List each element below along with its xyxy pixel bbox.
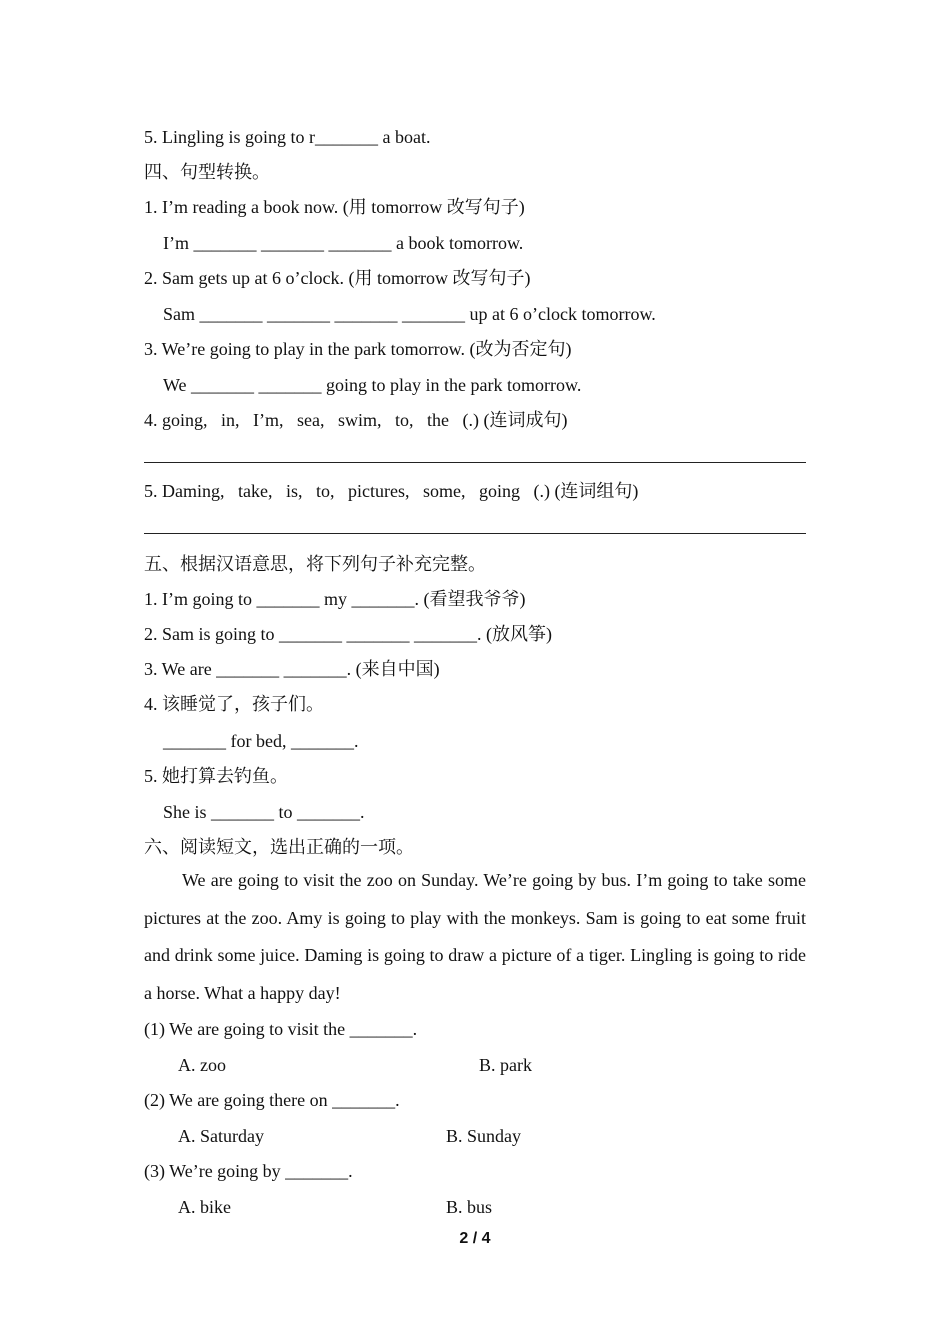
reading-question-1: (1) We are going to visit the _______. (144, 1019, 418, 1039)
reading-q2-option-b: B. Sunday (446, 1126, 522, 1146)
section5-question-2: 2. Sam is going to _______ _______ _______. (放风筝) (144, 624, 552, 644)
section4-q1-answer: I’m _______ _______ _______ a book tomorrow. (163, 233, 524, 253)
section5-q4-answer: _______ for bed, _______. (163, 731, 359, 751)
section4-q2-answer: Sam _______ _______ _______ _______ up at 6 o’clock tomorrow. (163, 304, 656, 324)
section5-question-3: 3. We are _______ _______. (来自中国) (144, 659, 440, 679)
section4-q5-answer-line (144, 533, 806, 534)
page-number: 2 / 4 (459, 1230, 491, 1247)
section4-q5-prompt: 5. Daming, take, is, to, pictures, some, going (.) (连词组句) (144, 481, 639, 501)
reading-q3-option-b: B. bus (446, 1197, 493, 1217)
section4-q3-answer: We _______ _______ going to play in the park tomorrow. (163, 375, 582, 395)
section5-q5-answer: She is _______ to _______. (163, 802, 365, 822)
section4-heading: 四、句型转换。 (144, 162, 270, 182)
section6-heading: 六、阅读短文，选出正确的一项。 (144, 837, 414, 857)
section4-q1-prompt: 1. I’m reading a book now. (用 tomorrow 改写句子) (144, 197, 525, 217)
reading-question-3: (3) We’re going by _______. (144, 1161, 353, 1181)
section4-q4-prompt: 4. going, in, I’m, sea, swim, to, the (.) (连词成句) (144, 410, 568, 430)
reading-q1-option-a: A. zoo (178, 1055, 226, 1075)
reading-question-2: (2) We are going there on _______. (144, 1090, 400, 1110)
section3-question-5: 5. Lingling is going to r_______ a boat. (144, 127, 431, 147)
reading-passage: We are going to visit the zoo on Sunday. We’re going by bus. I’m going to take some pictures at the zoo. Amy is going to play with the monkeys. Sam is going to eat some fruit and drink some juice. Daming is going to draw a picture of a tiger. Lingling is going to ride a horse. What a happy day! (144, 870, 806, 1003)
section4-q2-prompt: 2. Sam gets up at 6 o’clock. (用 tomorrow 改写句子) (144, 268, 531, 288)
section5-q5-prompt: 5. 她打算去钓鱼。 (144, 766, 288, 786)
section4-q4-answer-line (144, 462, 806, 463)
reading-q2-option-a: A. Saturday (178, 1126, 264, 1146)
section5-q4-prompt: 4. 该睡觉了，孩子们。 (144, 694, 324, 714)
section5-heading: 五、根据汉语意思，将下列句子补充完整。 (144, 554, 486, 574)
section5-question-1: 1. I’m going to _______ my _______. (看望我爷爷) (144, 589, 526, 609)
reading-q3-option-a: A. bike (178, 1197, 231, 1217)
section4-q3-prompt: 3. We’re going to play in the park tomorrow. (改为否定句) (144, 339, 572, 359)
reading-q1-option-b: B. park (479, 1055, 532, 1075)
